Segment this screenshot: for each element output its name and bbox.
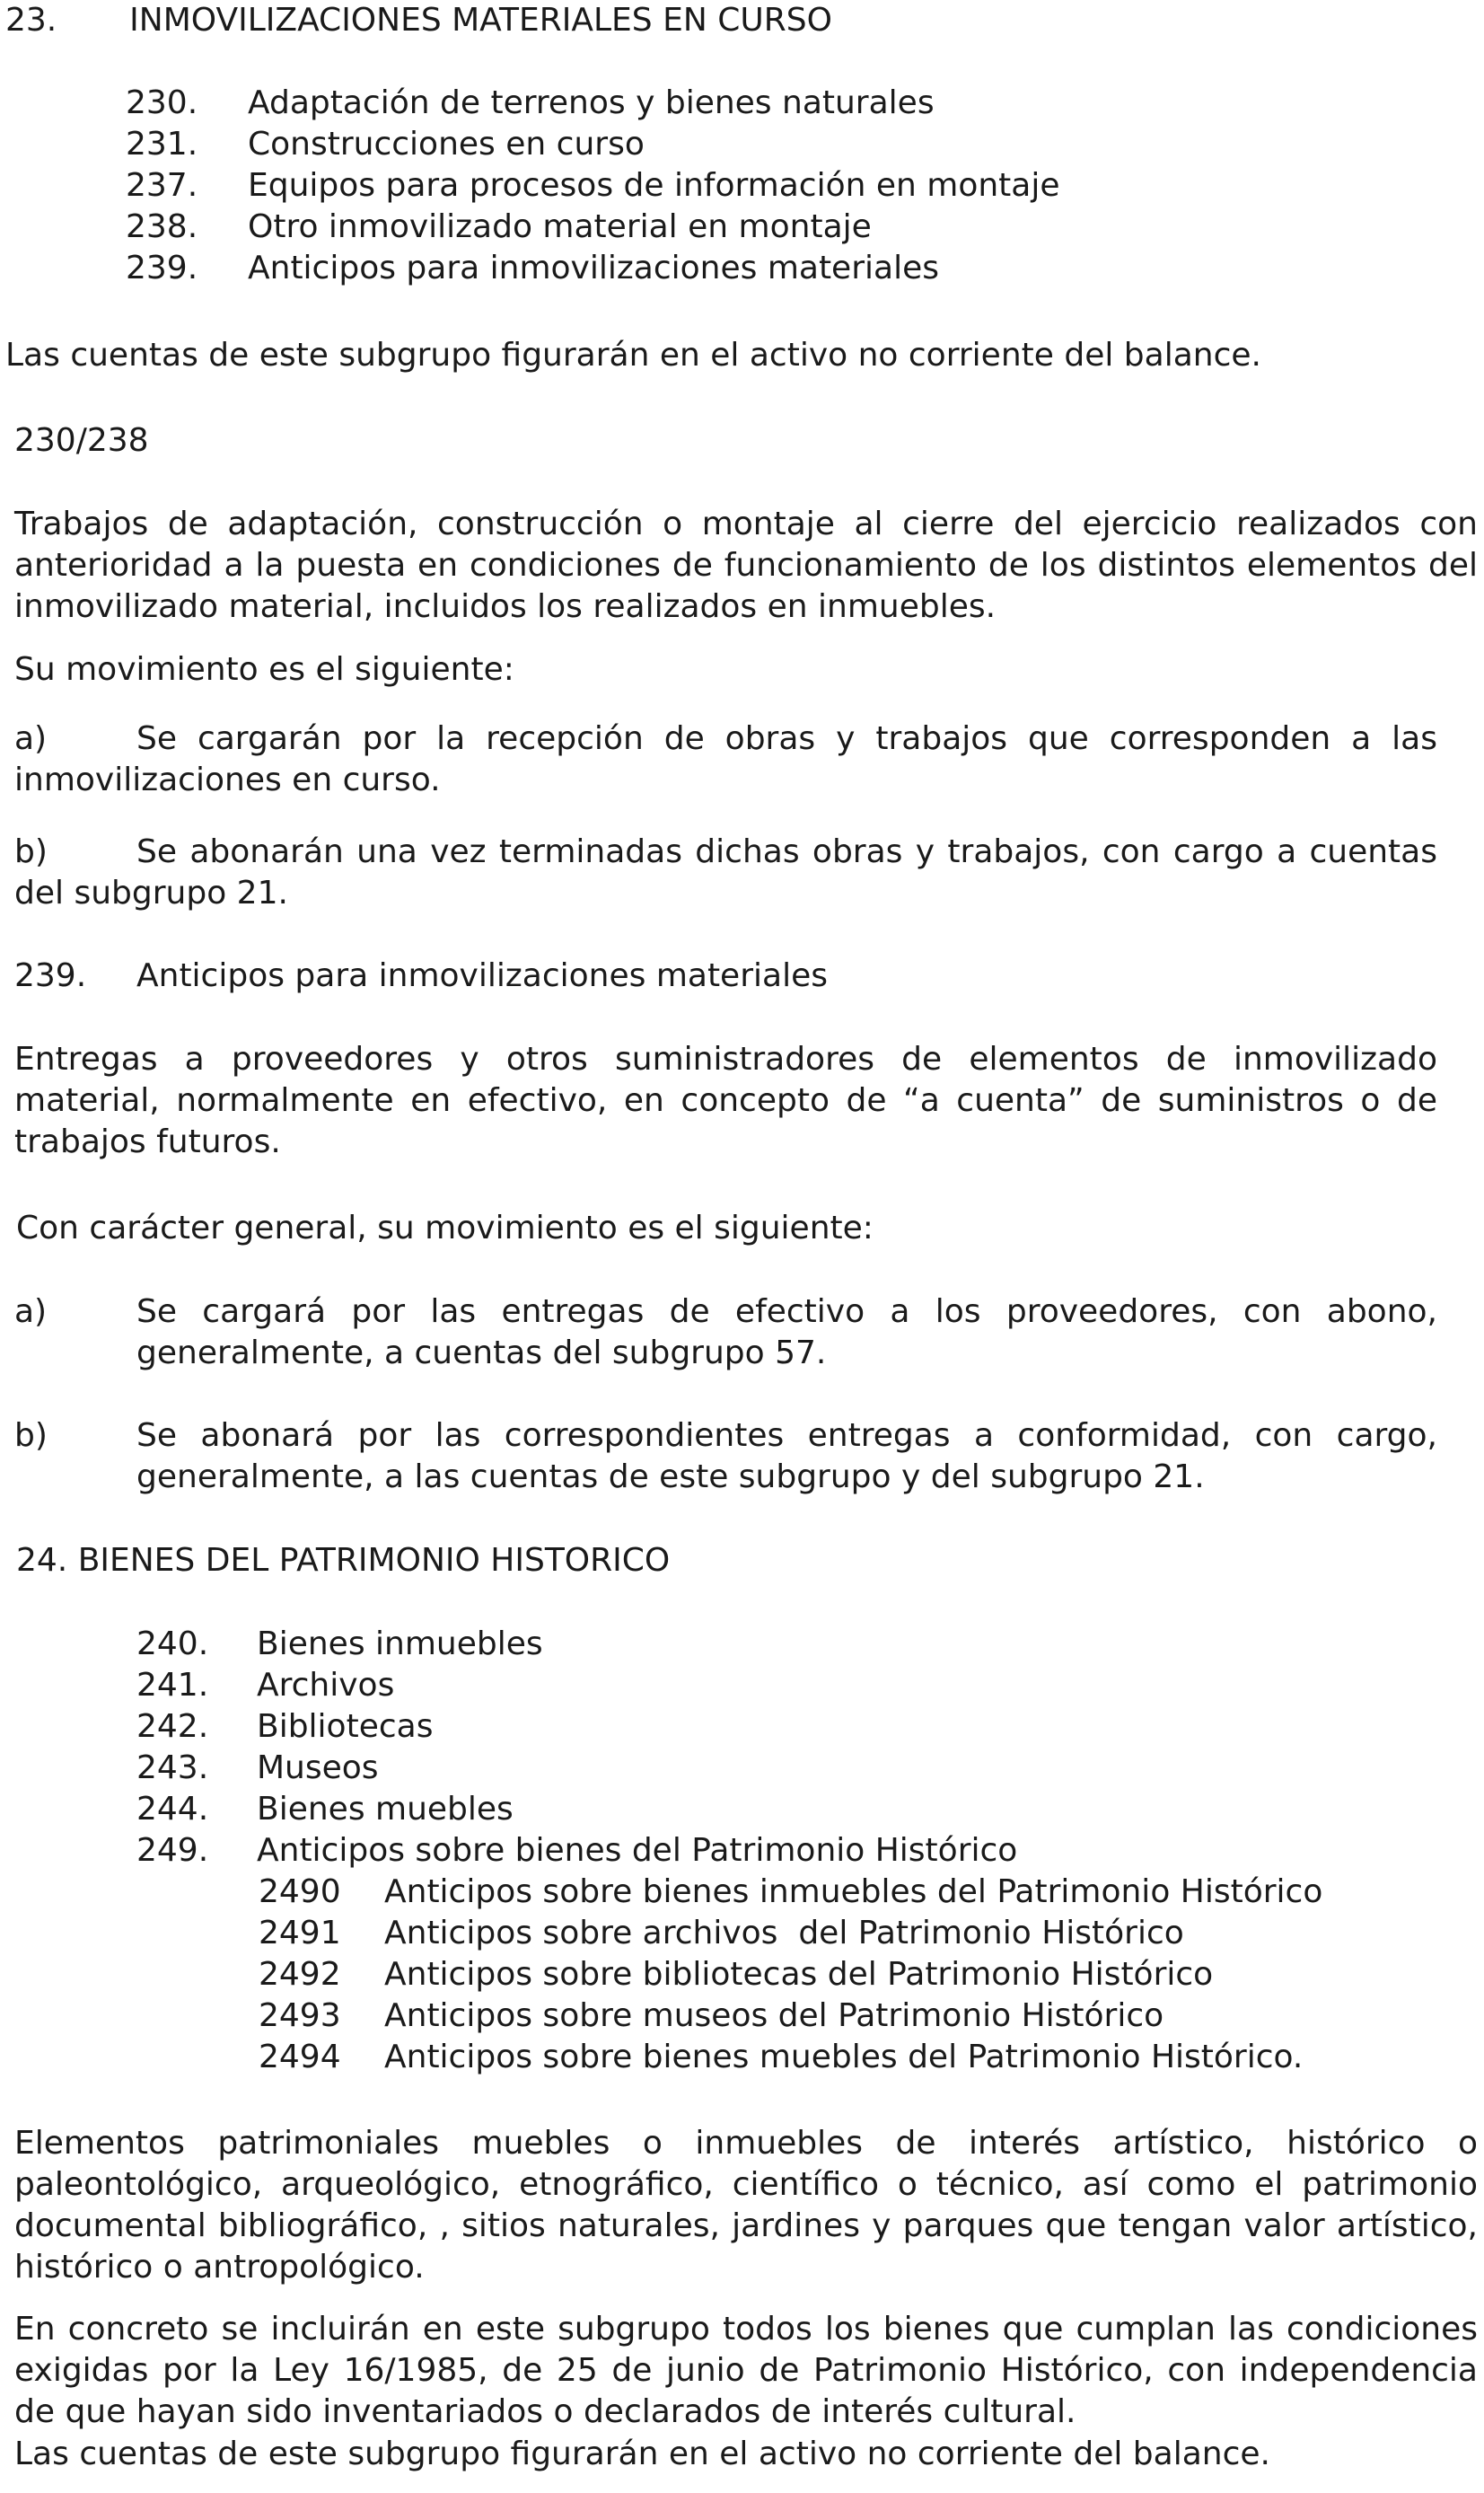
account-code: 231. [126,126,198,163]
account-list-23 [126,83,1060,289]
account-label: Construcciones en curso [248,126,645,163]
section-24-heading: 24. BIENES DEL PATRIMONIO HISTORICO [16,1542,671,1579]
item-letter-b: b) [14,1417,48,1454]
account-code: 237. [126,167,198,204]
item-letter-a: a) [14,1293,48,1330]
subaccount-label: Anticipos sobre museos del Patrimonio Histórico [384,1997,1164,2034]
section-24-description-2: En concreto se incluirán en este subgrupo todos los bienes que cumplan las condiciones exigidas por la Ley 16/1985, de 25 de junio de Patrimonio Histórico, con independencia de que hayan sido inventariados o declarados de interés cultural. [14,2311,1478,2430]
account-code: 241. [136,1667,209,1704]
account-label: Equipos para procesos de información en montaje [248,167,1060,204]
section-23-number: 23. [5,2,57,39]
account-label: Anticipos sobre bienes del Patrimonio Histórico [257,1832,1018,1869]
subaccount-code: 2493 [259,1997,341,2034]
list-item [136,1624,1017,1665]
subaccount-list-249 [259,1872,1322,2078]
movement-item-a-239: Se cargará por las entregas de efectivo a los proveedores, con abono, generalmente, a cuentas del subgrupo 57. [136,1293,1437,1371]
list-item [136,1748,1017,1789]
movement-item-b [14,832,1437,914]
subaccount-code: 2492 [259,1956,341,1993]
account-code: 239. [126,250,198,286]
account-230-238-heading: 230/238 [14,422,149,459]
account-code: 239. [14,957,87,994]
account-label: Anticipos para inmovilizaciones materiales [248,250,939,286]
section-24-description-1: Elementos patrimoniales muebles o inmuebles de interés artístico, histórico o paleontológico, arqueológico, etnográfico, científico o técnico, así como el patrimonio documental bibliográfico, , sitios naturales, jardines y parques que tengan valor artístico, histórico o antropológico. [14,2125,1478,2286]
movement-intro: Su movimiento es el siguiente: [14,651,514,688]
account-239-heading [14,956,828,997]
item-letter: b) [14,833,48,870]
account-list-24 [136,1624,1017,1872]
account-code: 244. [136,1791,209,1828]
account-code: 240. [136,1625,209,1662]
subaccount-label: Anticipos sobre bibliotecas del Patrimonio Histórico [384,1956,1214,1993]
movement-intro-239: Con carácter general, su movimiento es el siguiente: [16,1210,874,1246]
subaccount-label: Anticipos sobre bienes inmuebles del Patrimonio Histórico [384,1873,1323,1910]
balance-note-24: Las cuentas de este subgrupo figurarán en el activo no corriente del balance. [14,2436,1270,2472]
subaccount-code: 2494 [259,2039,341,2075]
subaccount-label: Anticipos sobre archivos del Patrimonio Histórico [384,1915,1184,1951]
account-code: 230. [126,84,198,121]
account-239-description: Entregas a proveedores y otros suministradores de elementos de inmovilizado material, normalmente en efectivo, en concepto de “a cuenta” de suministros o de trabajos futuros. [14,1041,1437,1160]
item-letter: a) [14,720,48,757]
movement-item-a [14,718,1437,801]
movement-item-b-239: Se abonará por las correspondientes entregas a conformidad, con cargo, generalmente, a las cuentas de este subgrupo y del subgrupo 21. [136,1417,1437,1495]
list-item [126,207,1060,248]
list-item [136,1706,1017,1748]
account-label: Bienes inmuebles [257,1625,543,1662]
item-text: Se cargarán por la recepción de obras y trabajos que corresponden a las inmovilizaciones en curso. [14,720,1437,798]
account-230-238-description: Trabajos de adaptación, construcción o montaje al cierre del ejercicio realizados con anterioridad a la puesta en condiciones de funcionamiento de los distintos elementos del inmovilizado material, incluidos los realizados en inmuebles. [14,506,1478,625]
list-item [259,1913,1322,1954]
list-item [126,83,1060,124]
section-23-heading [5,0,832,41]
subaccount-label: Anticipos sobre bienes muebles del Patrimonio Histórico. [384,2039,1304,2075]
account-label: Archivos [257,1667,395,1704]
list-item [259,1954,1322,1995]
item-text: Se abonarán una vez terminadas dichas obras y trabajos, con cargo a cuentas del subgrupo 21. [14,833,1437,912]
subaccount-code: 2490 [259,1873,341,1910]
list-item [259,1872,1322,1913]
account-title: Anticipos para inmovilizaciones materiales [136,957,828,994]
account-label: Museos [257,1749,379,1786]
account-code: 249. [136,1832,209,1869]
list-item [136,1665,1017,1706]
account-label: Otro inmovilizado material en montaje [248,208,872,245]
list-item [126,124,1060,165]
list-item [136,1789,1017,1830]
list-item [259,1995,1322,2037]
section-23-title: INMOVILIZACIONES MATERIALES EN CURSO [129,2,832,39]
account-label: Bibliotecas [257,1708,434,1745]
list-item [126,165,1060,207]
subaccount-code: 2491 [259,1915,341,1951]
balance-note-23: Las cuentas de este subgrupo figurarán en el activo no corriente del balance. [5,337,1261,374]
account-code: 238. [126,208,198,245]
account-label: Adaptación de terrenos y bienes naturales [248,84,935,121]
list-item [136,1830,1017,1872]
list-item [259,2037,1322,2078]
list-item [126,248,1060,289]
account-code: 242. [136,1708,209,1745]
account-code: 243. [136,1749,209,1786]
account-label: Bienes muebles [257,1791,514,1828]
